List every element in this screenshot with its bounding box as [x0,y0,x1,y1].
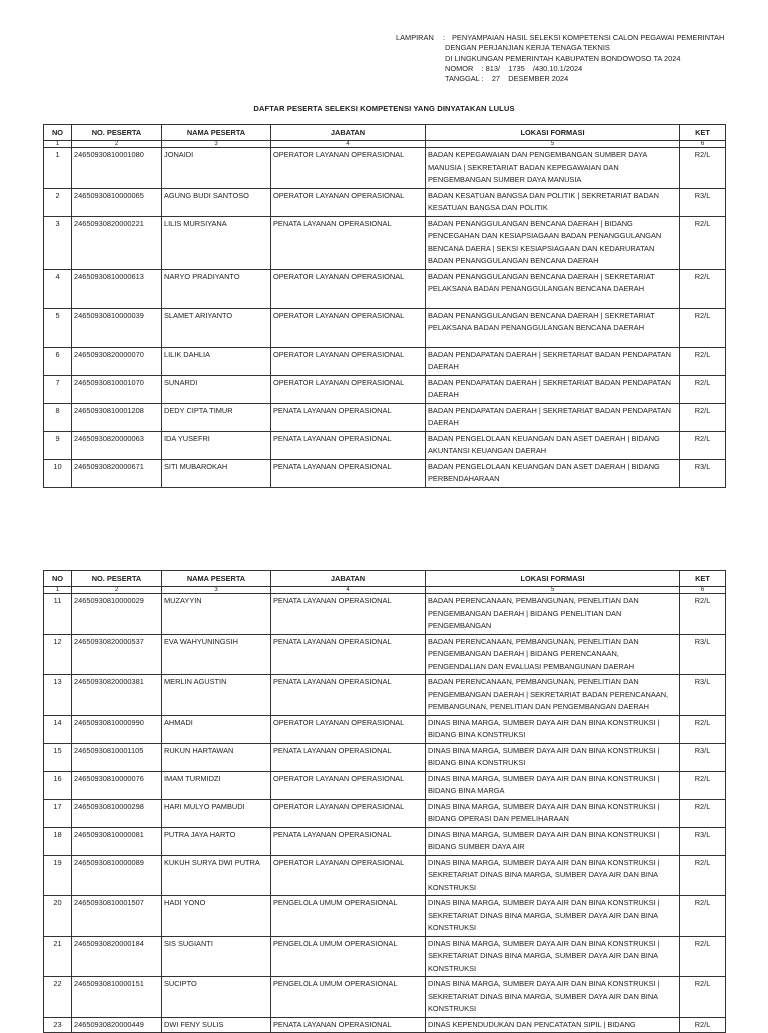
row-nama-peserta: IDA YUSEFRI [162,431,271,459]
column-number: 2 [72,587,162,594]
row-nama-peserta: LILIS MURSIYANA [162,216,271,269]
lampiran-tanggal: TANGGAL : 27 DESEMBER 2024 [445,74,569,84]
table-row [44,459,726,487]
row-ket: R3/L [680,459,726,487]
row-no: 9 [44,431,72,459]
table-row [44,403,726,431]
row-lokasi-formasi: DINAS BINA MARGA, SUMBER DAYA AIR DAN BINA KONSTRUKSI | SEKRETARIAT DINAS BINA MARGA, SUMBER DAYA AIR DAN BINA KONSTRUKSI [426,896,680,937]
column-number: 6 [680,587,726,594]
row-no: 20 [44,896,72,937]
lampiran-header [396,33,724,84]
row-nama-peserta: DWI FENY SULIS [162,1017,271,1033]
row-no: 8 [44,403,72,431]
row-lokasi-formasi: DINAS KEPENDUDUKAN DAN PENCATATAN SIPIL | BIDANG [426,1017,680,1033]
header-nama-peserta: NAMA PESERTA [162,125,271,141]
row-ket: R3/L [680,827,726,855]
row-nama-peserta: SIS SUGIANTI [162,936,271,977]
row-jabatan: PENATA LAYANAN OPERASIONAL [271,1017,426,1033]
row-lokasi-formasi: DINAS BINA MARGA, SUMBER DAYA AIR DAN BINA KONSTRUKSI | BIDANG BINA KONSTRUKSI [426,743,680,771]
row-ket: R2/L [680,594,726,635]
table-row [44,375,726,403]
row-jabatan: PENATA LAYANAN OPERASIONAL [271,459,426,487]
row-nama-peserta: MUZAYYIN [162,594,271,635]
row-nama-peserta: HADI YONO [162,896,271,937]
row-lokasi-formasi: BADAN PENANGGULANGAN BENCANA DAERAH | SEKRETARIAT PELAKSANA BADAN PENANGGULANGAN BENCANA DAERAH [426,269,680,308]
header-no-peserta: NO. PESERTA [72,571,162,587]
table-header-row [44,125,726,141]
row-ket: R2/L [680,936,726,977]
column-number: 4 [271,587,426,594]
column-number: 1 [44,141,72,148]
row-no: 21 [44,936,72,977]
row-ket: R2/L [680,1017,726,1033]
table-row [44,216,726,269]
row-no-peserta: 24650930810001208 [72,403,162,431]
row-jabatan: OPERATOR LAYANAN OPERASIONAL [271,347,426,375]
row-ket: R2/L [680,308,726,347]
row-ket: R2/L [680,347,726,375]
column-number: 2 [72,141,162,148]
row-no-peserta: 24650930810001080 [72,148,162,189]
row-no: 23 [44,1017,72,1033]
table-row [44,977,726,1018]
header-no: NO [44,571,72,587]
row-no-peserta: 24650930810000089 [72,855,162,896]
row-jabatan: PENATA LAYANAN OPERASIONAL [271,675,426,716]
row-no: 19 [44,855,72,896]
row-no-peserta: 24650930810000298 [72,799,162,827]
row-ket: R3/L [680,675,726,716]
row-no: 10 [44,459,72,487]
header-jabatan: JABATAN [271,571,426,587]
row-lokasi-formasi: BADAN PERENCANAAN, PEMBANGUNAN, PENELITIAN DAN PENGEMBANGAN DAERAH | BIDANG PERENCANAAN, PENGENDALIAN DAN EVALUASI PEMBANGUNAN DAERAH [426,634,680,675]
lampiran-label: LAMPIRAN [396,33,434,42]
column-number: 4 [271,141,426,148]
row-no: 6 [44,347,72,375]
row-no: 17 [44,799,72,827]
table-row [44,308,726,347]
table-row [44,675,726,716]
row-nama-peserta: IMAM TURMIDZI [162,771,271,799]
header-ket: KET [680,125,726,141]
table-row [44,771,726,799]
row-no: 13 [44,675,72,716]
row-no-peserta: 24650930820000381 [72,675,162,716]
row-lokasi-formasi: DINAS BINA MARGA, SUMBER DAYA AIR DAN BINA KONSTRUKSI | SEKRETARIAT DINAS BINA MARGA, SUMBER DAYA AIR DAN BINA KONSTRUKSI [426,977,680,1018]
row-no-peserta: 24650930820000671 [72,459,162,487]
column-number: 1 [44,587,72,594]
table-row [44,855,726,896]
lampiran-line-1: PENYAMPAIAN HASIL SELEKSI KOMPETENSI CALON PEGAWAI PEMERINTAH [452,33,725,42]
row-jabatan: PENATA LAYANAN OPERASIONAL [271,743,426,771]
table-header-row [44,571,726,587]
row-nama-peserta: AGUNG BUDI SANTOSO [162,188,271,216]
row-ket: R2/L [680,799,726,827]
row-no: 3 [44,216,72,269]
row-no-peserta: 24650930810000613 [72,269,162,308]
header-jabatan: JABATAN [271,125,426,141]
table-row [44,269,726,308]
row-no: 18 [44,827,72,855]
row-lokasi-formasi: BADAN KESATUAN BANGSA DAN POLITIK | SEKRETARIAT BADAN KESATUAN BANGSA DAN POLITIK [426,188,680,216]
row-ket: R2/L [680,896,726,937]
row-lokasi-formasi: BADAN KEPEGAWAIAN DAN PENGEMBANGAN SUMBER DAYA MANUSIA | SEKRETARIAT BADAN KEPEGAWAIAN DAN PENGEMBANGAN SUMBER DAYA MANUSIA [426,148,680,189]
row-no-peserta: 24650930810000151 [72,977,162,1018]
column-number-row [44,141,726,148]
row-nama-peserta: HARI MULYO PAMBUDI [162,799,271,827]
row-no: 12 [44,634,72,675]
row-ket: R2/L [680,403,726,431]
row-nama-peserta: RUKUN HARTAWAN [162,743,271,771]
table-row [44,896,726,937]
row-no-peserta: 24650930820000449 [72,1017,162,1033]
row-nama-peserta: SITI MUBAROKAH [162,459,271,487]
row-no-peserta: 24650930810000065 [72,188,162,216]
row-nama-peserta: MERLIN AGUSTIN [162,675,271,716]
row-no-peserta: 24650930810000076 [72,771,162,799]
row-lokasi-formasi: BADAN PENDAPATAN DAERAH | SEKRETARIAT BADAN PENDAPATAN DAERAH [426,375,680,403]
row-nama-peserta: SUNARDI [162,375,271,403]
header-lokasi-formasi: LOKASI FORMASI [426,125,680,141]
row-nama-peserta: JONAIDI [162,148,271,189]
lampiran-nomor: NOMOR : 813/ 1735 /430.10.1/2024 [445,63,583,73]
row-no-peserta: 24650930810000039 [72,308,162,347]
row-ket: R2/L [680,269,726,308]
row-no-peserta: 24650930820000537 [72,634,162,675]
row-no: 5 [44,308,72,347]
row-nama-peserta: AHMADI [162,715,271,743]
participants-table-2 [43,570,726,1033]
row-lokasi-formasi: BADAN PERENCANAAN, PEMBANGUNAN, PENELITIAN DAN PENGEMBANGAN DAERAH | BIDANG PENELITIAN DAN PENGEMBANGAN [426,594,680,635]
row-ket: R2/L [680,715,726,743]
row-ket: R3/L [680,634,726,675]
row-jabatan: PENGELOLA UMUM OPERASIONAL [271,896,426,937]
row-lokasi-formasi: BADAN PENANGGULANGAN BENCANA DAERAH | BIDANG PENCEGAHAN DAN KESIAPSIAGAAN BADAN PENANGGULANGAN BENCANA DAERA | SEKSI KESIAPSIAGAAN DAN KEDARURATAN BADAN PENANGGULANGAN BENCANA DAERAH [426,216,680,269]
row-nama-peserta: KUKUH SURYA DWI PUTRA [162,855,271,896]
header-no-peserta: NO. PESERTA [72,125,162,141]
header-nama-peserta: NAMA PESERTA [162,571,271,587]
header-ket: KET [680,571,726,587]
row-jabatan: OPERATOR LAYANAN OPERASIONAL [271,188,426,216]
table-row [44,148,726,189]
row-jabatan: PENATA LAYANAN OPERASIONAL [271,403,426,431]
row-lokasi-formasi: BADAN PENDAPATAN DAERAH | SEKRETARIAT BADAN PENDAPATAN DAERAH [426,347,680,375]
document-title: DAFTAR PESERTA SELEKSI KOMPETENSI YANG DINYATAKAN LULUS [253,104,515,113]
row-no-peserta: 24650930810000990 [72,715,162,743]
row-no: 7 [44,375,72,403]
row-no-peserta: 24650930810001070 [72,375,162,403]
row-jabatan: PENGELOLA UMUM OPERASIONAL [271,977,426,1018]
row-ket: R2/L [680,771,726,799]
row-lokasi-formasi: DINAS BINA MARGA, SUMBER DAYA AIR DAN BINA KONSTRUKSI | BIDANG SUMBER DAYA AIR [426,827,680,855]
row-jabatan: OPERATOR LAYANAN OPERASIONAL [271,855,426,896]
row-jabatan: OPERATOR LAYANAN OPERASIONAL [271,375,426,403]
row-no-peserta: 24650930820000221 [72,216,162,269]
row-ket: R2/L [680,148,726,189]
row-no: 1 [44,148,72,189]
row-no-peserta: 24650930820000184 [72,936,162,977]
row-lokasi-formasi: DINAS BINA MARGA, SUMBER DAYA AIR DAN BINA KONSTRUKSI | BIDANG BINA KONSTRUKSI [426,715,680,743]
column-number: 3 [162,587,271,594]
row-nama-peserta: NARYO PRADIYANTO [162,269,271,308]
row-nama-peserta: SUCIPTO [162,977,271,1018]
row-no-peserta: 24650930810001507 [72,896,162,937]
table-row [44,799,726,827]
row-jabatan: OPERATOR LAYANAN OPERASIONAL [271,269,426,308]
column-number: 3 [162,141,271,148]
column-number: 5 [426,587,680,594]
row-no: 14 [44,715,72,743]
table-row [44,634,726,675]
table-row [44,936,726,977]
row-no-peserta: 24650930820000063 [72,431,162,459]
row-nama-peserta: PUTRA JAYA HARTO [162,827,271,855]
column-number: 6 [680,141,726,148]
row-jabatan: PENATA LAYANAN OPERASIONAL [271,216,426,269]
row-jabatan: PENATA LAYANAN OPERASIONAL [271,827,426,855]
table-row [44,347,726,375]
row-no: 2 [44,188,72,216]
row-ket: R3/L [680,743,726,771]
column-number: 5 [426,141,680,148]
row-ket: R3/L [680,188,726,216]
row-lokasi-formasi: BADAN PENDAPATAN DAERAH | SEKRETARIAT BADAN PENDAPATAN DAERAH [426,403,680,431]
row-jabatan: PENGELOLA UMUM OPERASIONAL [271,936,426,977]
row-nama-peserta: EVA WAHYUNINGSIH [162,634,271,675]
lampiran-line-2: DENGAN PERJANJIAN KERJA TENAGA TEKNIS [445,43,610,53]
row-no: 16 [44,771,72,799]
row-ket: R2/L [680,375,726,403]
table-row [44,431,726,459]
row-no-peserta: 24650930810000029 [72,594,162,635]
row-ket: R2/L [680,855,726,896]
row-no: 15 [44,743,72,771]
row-ket: R2/L [680,431,726,459]
row-no-peserta: 24650930810001105 [72,743,162,771]
row-jabatan: OPERATOR LAYANAN OPERASIONAL [271,799,426,827]
table-row [44,827,726,855]
row-no: 11 [44,594,72,635]
row-nama-peserta: DEDY CIPTA TIMUR [162,403,271,431]
row-lokasi-formasi: BADAN PENANGGULANGAN BENCANA DAERAH | SEKRETARIAT PELAKSANA BADAN PENANGGULANGAN BENCANA DAERAH [426,308,680,347]
lampiran-colon: : [443,33,446,42]
table-body-1 [44,148,726,488]
table-body-2 [44,594,726,1033]
row-nama-peserta: LILIK DAHLIA [162,347,271,375]
table-row [44,743,726,771]
header-lokasi-formasi: LOKASI FORMASI [426,571,680,587]
row-jabatan: OPERATOR LAYANAN OPERASIONAL [271,715,426,743]
row-jabatan: OPERATOR LAYANAN OPERASIONAL [271,308,426,347]
table-row [44,715,726,743]
row-lokasi-formasi: BADAN PERENCANAAN, PEMBANGUNAN, PENELITIAN DAN PENGEMBANGAN DAERAH | SEKRETARIAT BADAN PERENCANAAN, PEMBANGUNAN, PENELITIAN DAN PENGEMBANGAN DAERAH [426,675,680,716]
row-no: 22 [44,977,72,1018]
row-lokasi-formasi: DINAS BINA MARGA, SUMBER DAYA AIR DAN BINA KONSTRUKSI | SEKRETARIAT DINAS BINA MARGA, SUMBER DAYA AIR DAN BINA KONSTRUKSI [426,936,680,977]
row-jabatan: PENATA LAYANAN OPERASIONAL [271,431,426,459]
row-jabatan: PENATA LAYANAN OPERASIONAL [271,634,426,675]
participants-table-1 [43,124,726,488]
row-nama-peserta: SLAMET ARIYANTO [162,308,271,347]
row-no: 4 [44,269,72,308]
column-number-row [44,587,726,594]
table-row [44,594,726,635]
header-no: NO [44,125,72,141]
row-no-peserta: 24650930810000081 [72,827,162,855]
table-row [44,1017,726,1033]
row-lokasi-formasi: DINAS BINA MARGA, SUMBER DAYA AIR DAN BINA KONSTRUKSI | BIDANG BINA MARGA [426,771,680,799]
row-lokasi-formasi: DINAS BINA MARGA, SUMBER DAYA AIR DAN BINA KONSTRUKSI | BIDANG OPERASI DAN PEMELIHARAAN [426,799,680,827]
table-row [44,188,726,216]
row-no-peserta: 24650930820000070 [72,347,162,375]
lampiran-line-3: DI LINGKUNGAN PEMERINTAH KABUPATEN BONDOWOSO TA 2024 [445,53,681,63]
row-lokasi-formasi: DINAS BINA MARGA, SUMBER DAYA AIR DAN BINA KONSTRUKSI | SEKRETARIAT DINAS BINA MARGA, SUMBER DAYA AIR DAN BINA KONSTRUKSI [426,855,680,896]
row-lokasi-formasi: BADAN PENGELOLAAN KEUANGAN DAN ASET DAERAH | BIDANG AKUNTANSI KEUANGAN DAERAH [426,431,680,459]
row-jabatan: OPERATOR LAYANAN OPERASIONAL [271,148,426,189]
row-ket: R2/L [680,216,726,269]
row-jabatan: OPERATOR LAYANAN OPERASIONAL [271,771,426,799]
row-jabatan: PENATA LAYANAN OPERASIONAL [271,594,426,635]
row-lokasi-formasi: BADAN PENGELOLAAN KEUANGAN DAN ASET DAERAH | BIDANG PERBENDAHARAAN [426,459,680,487]
row-ket: R2/L [680,977,726,1018]
